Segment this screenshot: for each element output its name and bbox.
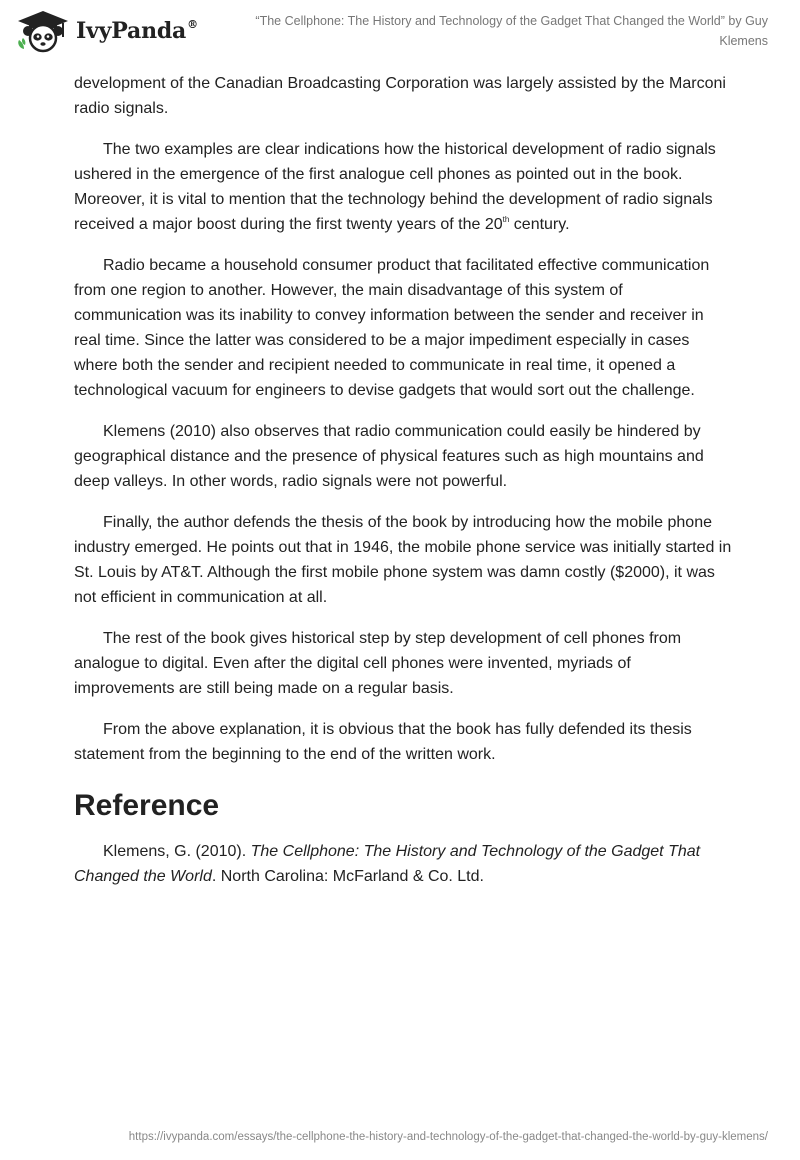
source-url[interactable]: https://ivypanda.com/essays/the-cellphone-the-history-and-technology-of-the-gadget-that-changed-the-world-by-guy-klemens/: [128, 1131, 768, 1143]
paragraph-text-end: century.: [509, 216, 570, 233]
essay-body: [74, 71, 734, 889]
reference-book-title: The Cellphone: The History and Technology of the Gadget That Changed the World: [74, 843, 701, 885]
panda-graduation-cap-icon: [16, 9, 70, 53]
reference-heading: Reference: [74, 789, 220, 822]
paragraph: The rest of the book gives historical step by step development of cell phones from analogue to digital. Even after the digital cell phones were invented, myriads of improvements are still being made on a regular basis.: [74, 630, 682, 697]
reference-entry: [74, 839, 734, 889]
paragraph-continued: development of the Canadian Broadcasting Corporation was largely assisted by the Marconi radio signals.: [74, 75, 726, 117]
ivypanda-logo[interactable]: [16, 9, 198, 53]
paragraph-text: The two examples are clear indications how the historical development of radio signals ushered in the emergence of the first analogue cell phones as pointed out in the book. Moreover, it is vital to mention that the technology behind the development of radio signals received a major boost during the first twenty years of the 20: [74, 141, 716, 233]
logo-brand-name: IvyPanda: [76, 18, 187, 44]
registered-mark: ®: [187, 18, 198, 31]
ordinal-superscript: th: [502, 215, 510, 224]
paragraph: [74, 137, 734, 237]
reference-publisher: . North Carolina: McFarland & Co. Ltd.: [211, 868, 484, 885]
paragraph: Klemens (2010) also observes that radio communication could easily be hindered by geographical distance and the presence of physical features such as high mountains and deep valleys. In other words, radio signals were not powerful.: [74, 423, 704, 490]
paragraph: Radio became a household consumer product that facilitated effective communication from one region to another. However, the main disadvantage of this system of communication was its inability to convey information between the sender and receiver in real time. Since the latter was considered to be a major impediment especially in cases where both the sender and recipient needed to communicate in real time, it opened a technological vacuum for engineers to devise gadgets that would sort out the challenge.: [74, 257, 710, 399]
logo-text: [76, 18, 198, 44]
paragraph: Finally, the author defends the thesis of the book by introducing how the mobile phone industry emerged. He points out that in 1946, the mobile phone service was initially started in St. Louis by AT&T. Although the first mobile phone system was damn costly ($2000), it was not efficient in communication at all.: [74, 514, 732, 606]
reference-author-year: Klemens, G. (2010).: [103, 843, 251, 860]
document-title: “The Cellphone: The History and Technology of the Gadget That Changed the World” by Guy Klemens: [255, 14, 768, 48]
paragraph: From the above explanation, it is obvious that the book has fully defended its thesis statement from the beginning to the end of the written work.: [74, 721, 692, 763]
